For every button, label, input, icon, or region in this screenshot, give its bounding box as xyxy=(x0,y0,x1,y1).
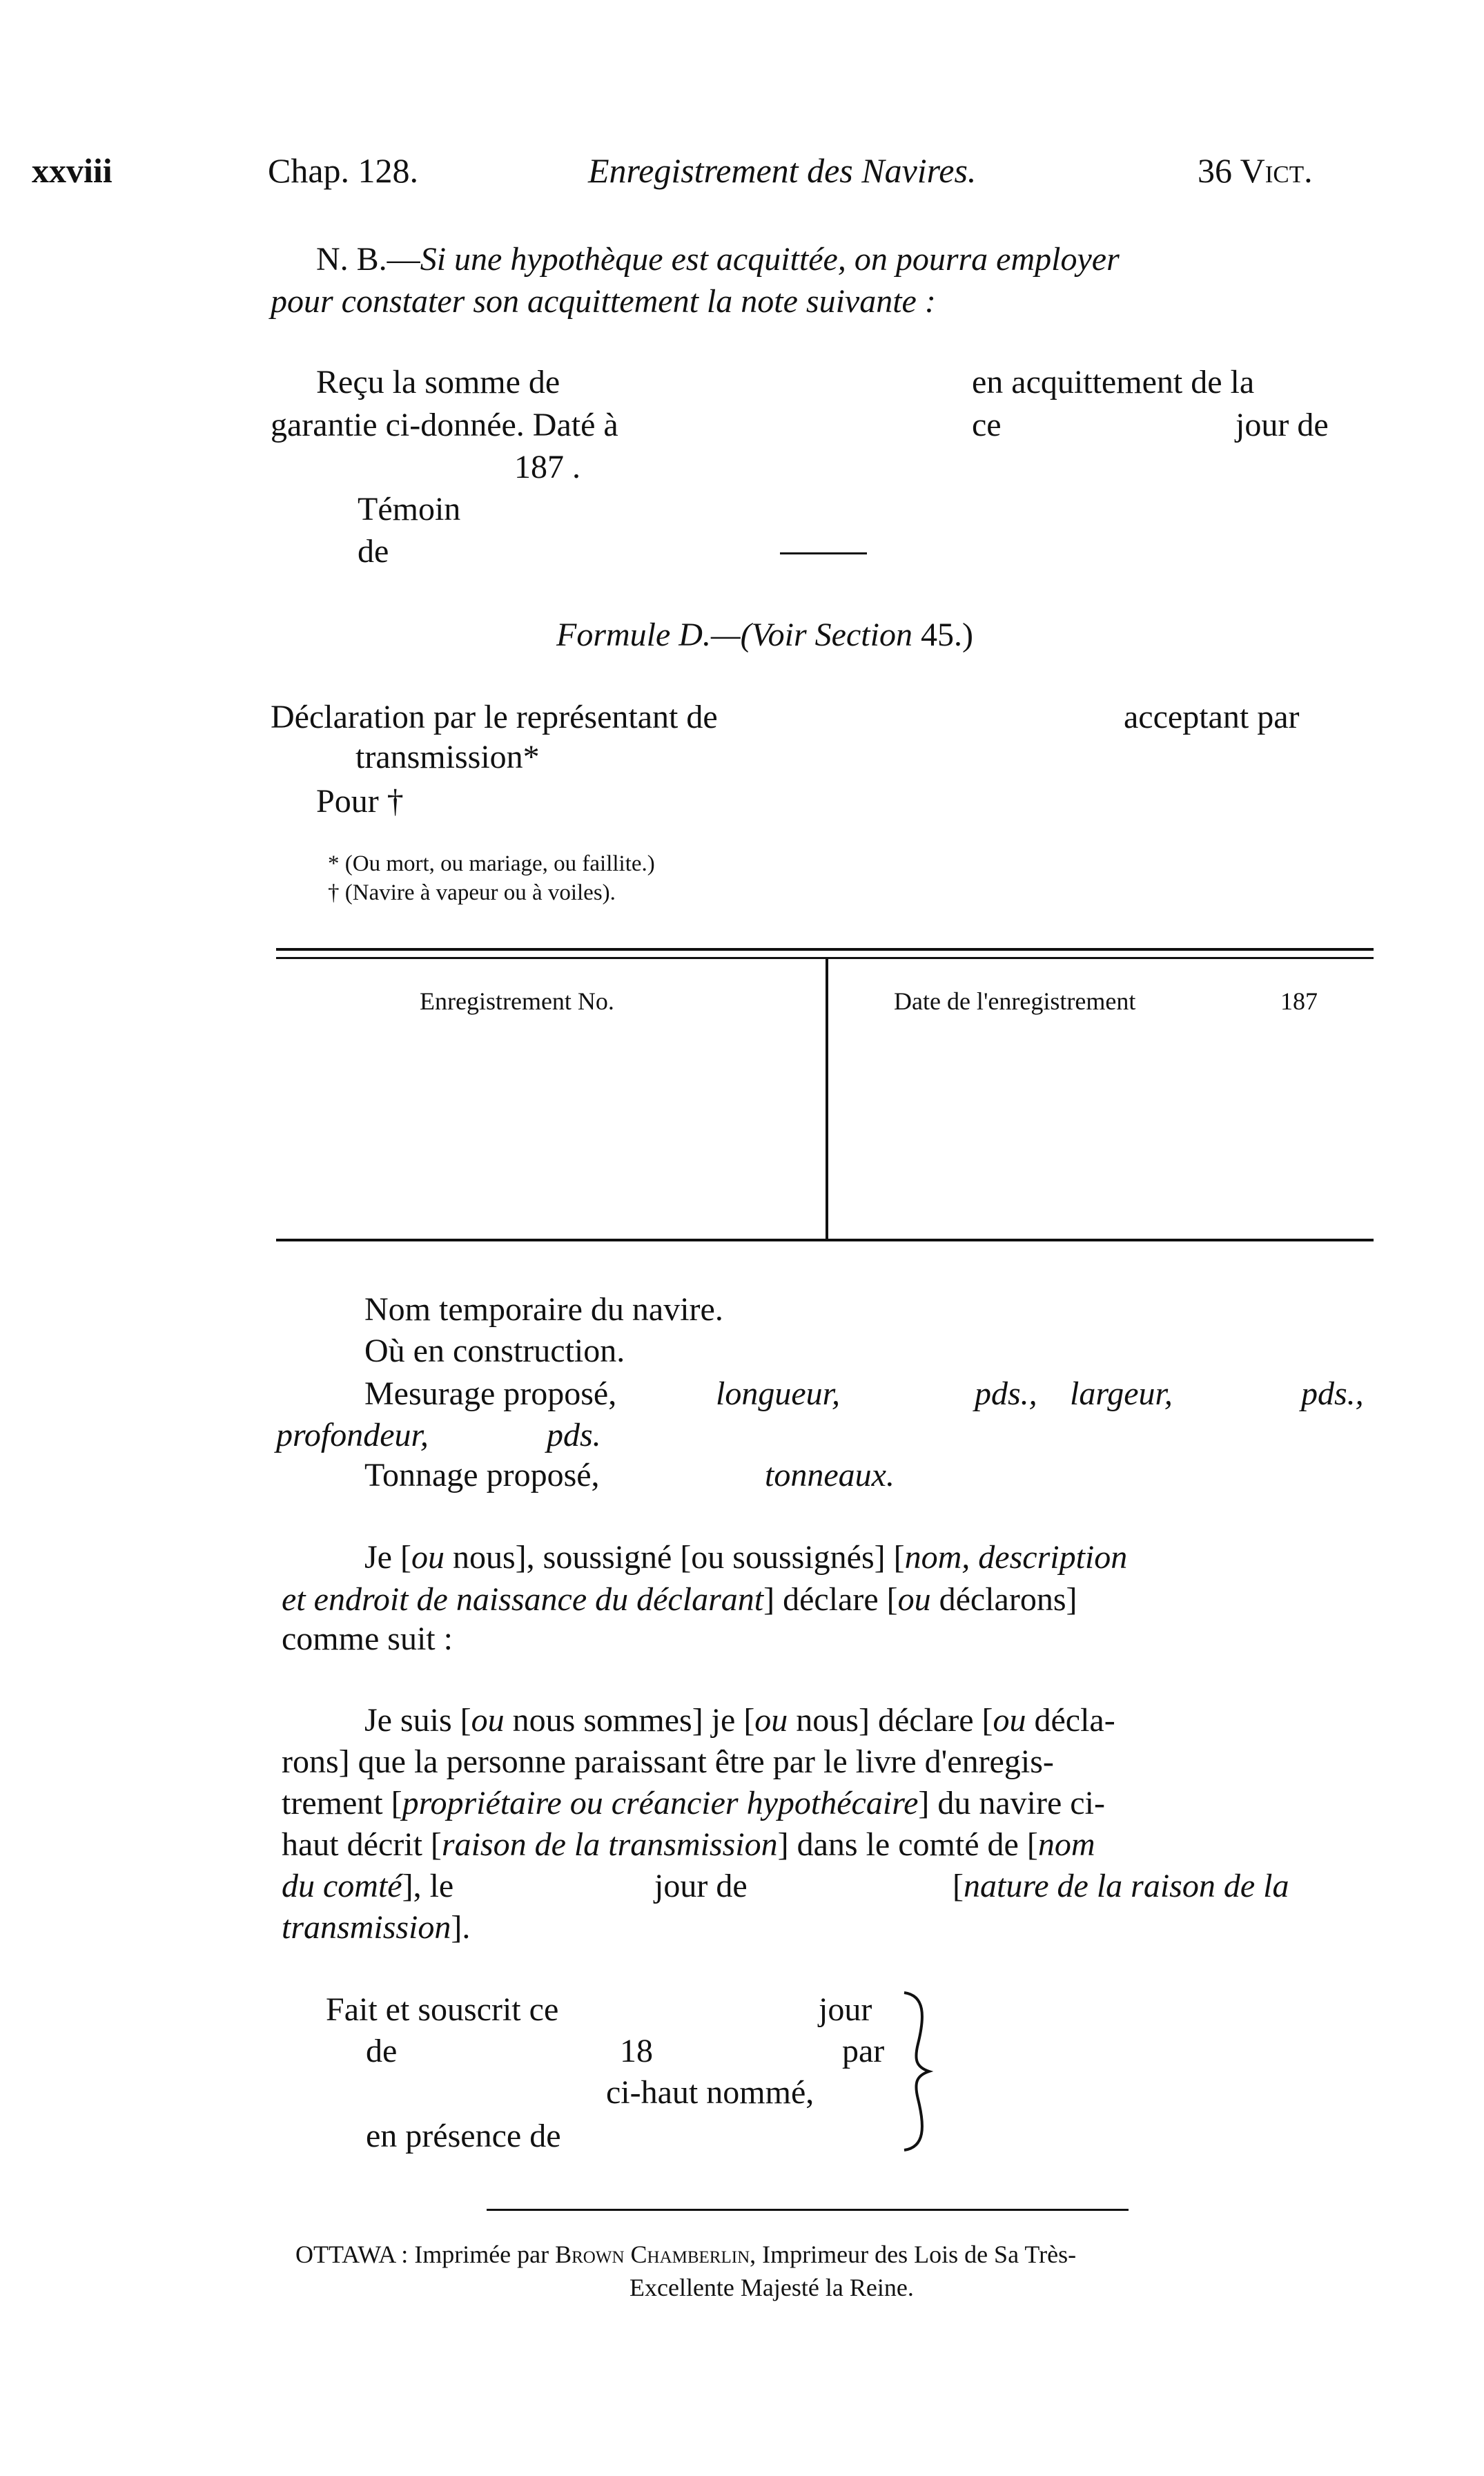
running-title: Enregistrement des Navires. xyxy=(588,151,977,190)
declaration-heading-left: Déclaration par le représentant de xyxy=(271,699,718,735)
signature-line-3: ci-haut nommé, xyxy=(606,2074,814,2111)
signature-line-2-c: par xyxy=(842,2033,885,2069)
p1-l2-c: déclarons] xyxy=(930,1581,1077,1618)
p2-l5-d: [ xyxy=(953,1868,964,1904)
declaration-p2-line-5-left xyxy=(282,1870,453,1903)
p2-l1-f: ou xyxy=(993,1702,1026,1739)
p2-l1-e: nous] déclare [ xyxy=(788,1702,993,1739)
p2-l3-a: trement [ xyxy=(282,1785,402,1821)
p2-l4-a: haut décrit [ xyxy=(282,1826,442,1863)
table-bottom-rule xyxy=(276,1239,1374,1241)
vessel-line-3-d: largeur, xyxy=(1070,1375,1173,1412)
table-col2-year: 187 xyxy=(1280,987,1318,1015)
declaration-heading-line-2: transmission* xyxy=(355,739,540,775)
vessel-line-4-b: pds. xyxy=(547,1417,601,1453)
p2-l3-c: ] du navire ci- xyxy=(918,1785,1105,1821)
form-d-see: Voir Section xyxy=(751,617,912,653)
witness-rule xyxy=(780,552,867,554)
pour-line: Pour † xyxy=(316,783,404,820)
witness-of: de xyxy=(358,533,389,570)
footnote-1: * (Ou mort, ou mariage, ou faillite.) xyxy=(328,851,655,876)
p1-l1-c: nom, description xyxy=(904,1539,1128,1576)
receipt-line-1-left: Reçu la somme de xyxy=(316,364,560,400)
p1-l1-a: Je [ xyxy=(364,1539,411,1576)
p2-l1-c: nous sommes] je [ xyxy=(504,1702,755,1739)
table-col1-header: Enregistrement No. xyxy=(420,987,614,1015)
signature-line-1-a: Fait et souscrit ce xyxy=(326,1991,559,2028)
declaration-p2-line-4 xyxy=(282,1828,1095,1861)
declaration-p2-line-5-mid: jour de xyxy=(654,1868,748,1904)
p1-l2-a: et endroit de naissance du déclarant xyxy=(282,1581,764,1618)
declaration-p2-line-2: rons] que la personne paraissant être par le livre d'enregis- xyxy=(282,1743,1054,1780)
vessel-line-3-c: pds., xyxy=(975,1375,1037,1412)
p1-l1-ou: ou xyxy=(411,1539,445,1576)
receipt-year: 187 . xyxy=(514,449,580,485)
nb-line-2: pour constater son acquittement la note suivante : xyxy=(271,283,936,320)
vessel-line-4-a: profondeur, xyxy=(276,1417,429,1453)
receipt-line-2-right: jour de xyxy=(1236,407,1329,443)
receipt-line-2-left: garantie ci-donnée. Daté à xyxy=(271,407,618,443)
declaration-p1-line-1 xyxy=(364,1541,1127,1574)
p2-l1-b: ou xyxy=(471,1702,505,1739)
declaration-p2-line-1 xyxy=(364,1704,1115,1737)
p2-l4-d: nom xyxy=(1037,1826,1095,1863)
p1-l2-b: ] déclare [ xyxy=(763,1581,898,1618)
vessel-line-1: Nom temporaire du navire. xyxy=(364,1291,723,1328)
p2-l1-g: décla- xyxy=(1026,1702,1115,1739)
vessel-line-5-b: tonneaux. xyxy=(765,1457,895,1493)
p2-l6-a: transmission xyxy=(282,1909,451,1946)
declaration-p2-line-6 xyxy=(282,1911,470,1944)
nb-line-1 xyxy=(316,243,1120,276)
vessel-line-3-b: longueur, xyxy=(716,1375,840,1412)
nb-prefix: N. B.— xyxy=(316,241,420,278)
p2-l5-a: du comté xyxy=(282,1868,402,1904)
declaration-p1-line-2 xyxy=(282,1583,1077,1616)
nb-line-1-text: Si une hypothèque est acquittée, on pourra employer xyxy=(420,241,1120,278)
p2-l3-b: propriétaire ou créancier hypothécaire xyxy=(402,1785,919,1821)
imprint-printed-by: Imprimée par xyxy=(414,2241,549,2268)
table-col2-header: Date de l'enregistrement xyxy=(894,987,1136,1015)
declaration-p2-line-5-right xyxy=(953,1870,1289,1903)
signature-line-2-b: 18 xyxy=(620,2033,653,2069)
chapter-label: Chap. 128. xyxy=(268,151,419,190)
page-number: xxviii xyxy=(32,151,113,190)
p2-l6-b: ]. xyxy=(451,1909,471,1946)
p2-l5-b: ], le xyxy=(402,1868,454,1904)
vessel-line-2: Où en construction. xyxy=(364,1333,625,1369)
table-top-rule-2 xyxy=(276,957,1374,959)
form-d-number: 45.) xyxy=(920,617,973,653)
signature-line-2-a: de xyxy=(366,2033,398,2069)
form-d-title xyxy=(556,619,973,652)
imprint-line-1 xyxy=(295,2242,1076,2267)
witness-label: Témoin xyxy=(358,491,461,528)
vessel-line-3-a: Mesurage proposé, xyxy=(364,1375,617,1412)
p2-l1-d: ou xyxy=(754,1702,788,1739)
receipt-line-2-mid: ce xyxy=(972,407,1002,443)
p1-l1-b: nous], soussigné [ou soussignés] [ xyxy=(444,1539,905,1576)
table-top-rule-1 xyxy=(276,948,1374,951)
imprint-rule xyxy=(487,2209,1129,2211)
signature-line-4: en présence de xyxy=(366,2118,561,2154)
signature-brace xyxy=(897,1989,939,2154)
imprint-place: OTTAWA : xyxy=(295,2241,409,2268)
footnote-2: † (Navire à vapeur ou à voiles). xyxy=(328,880,616,905)
regnal-year: 36 Vict. xyxy=(1198,151,1313,190)
signature-line-1-b: jour xyxy=(819,1991,872,2028)
declaration-heading-right: acceptant par xyxy=(1124,699,1300,735)
imprint-printer: Brown Chamberlin, xyxy=(555,2241,756,2268)
imprint-title: Imprimeur des Lois de Sa Très- xyxy=(762,2241,1077,2268)
vessel-line-3-e: pds., xyxy=(1301,1375,1364,1412)
table-column-divider xyxy=(826,959,828,1239)
declaration-p2-line-3 xyxy=(282,1787,1105,1820)
p2-l4-c: ] dans le comté de [ xyxy=(777,1826,1038,1863)
receipt-line-1-right: en acquittement de la xyxy=(972,364,1255,400)
declaration-p1-line-3: comme suit : xyxy=(282,1621,453,1657)
vessel-line-5-a: Tonnage proposé, xyxy=(364,1457,600,1493)
p1-l2-ou: ou xyxy=(897,1581,931,1618)
imprint-line-2: Excellente Majesté la Reine. xyxy=(629,2274,914,2301)
p2-l4-b: raison de la transmission xyxy=(441,1826,778,1863)
p2-l5-e: nature de la raison de la xyxy=(963,1868,1289,1904)
form-d-prefix: Formule D.—( xyxy=(556,617,752,653)
p2-l1-a: Je suis [ xyxy=(364,1702,471,1739)
